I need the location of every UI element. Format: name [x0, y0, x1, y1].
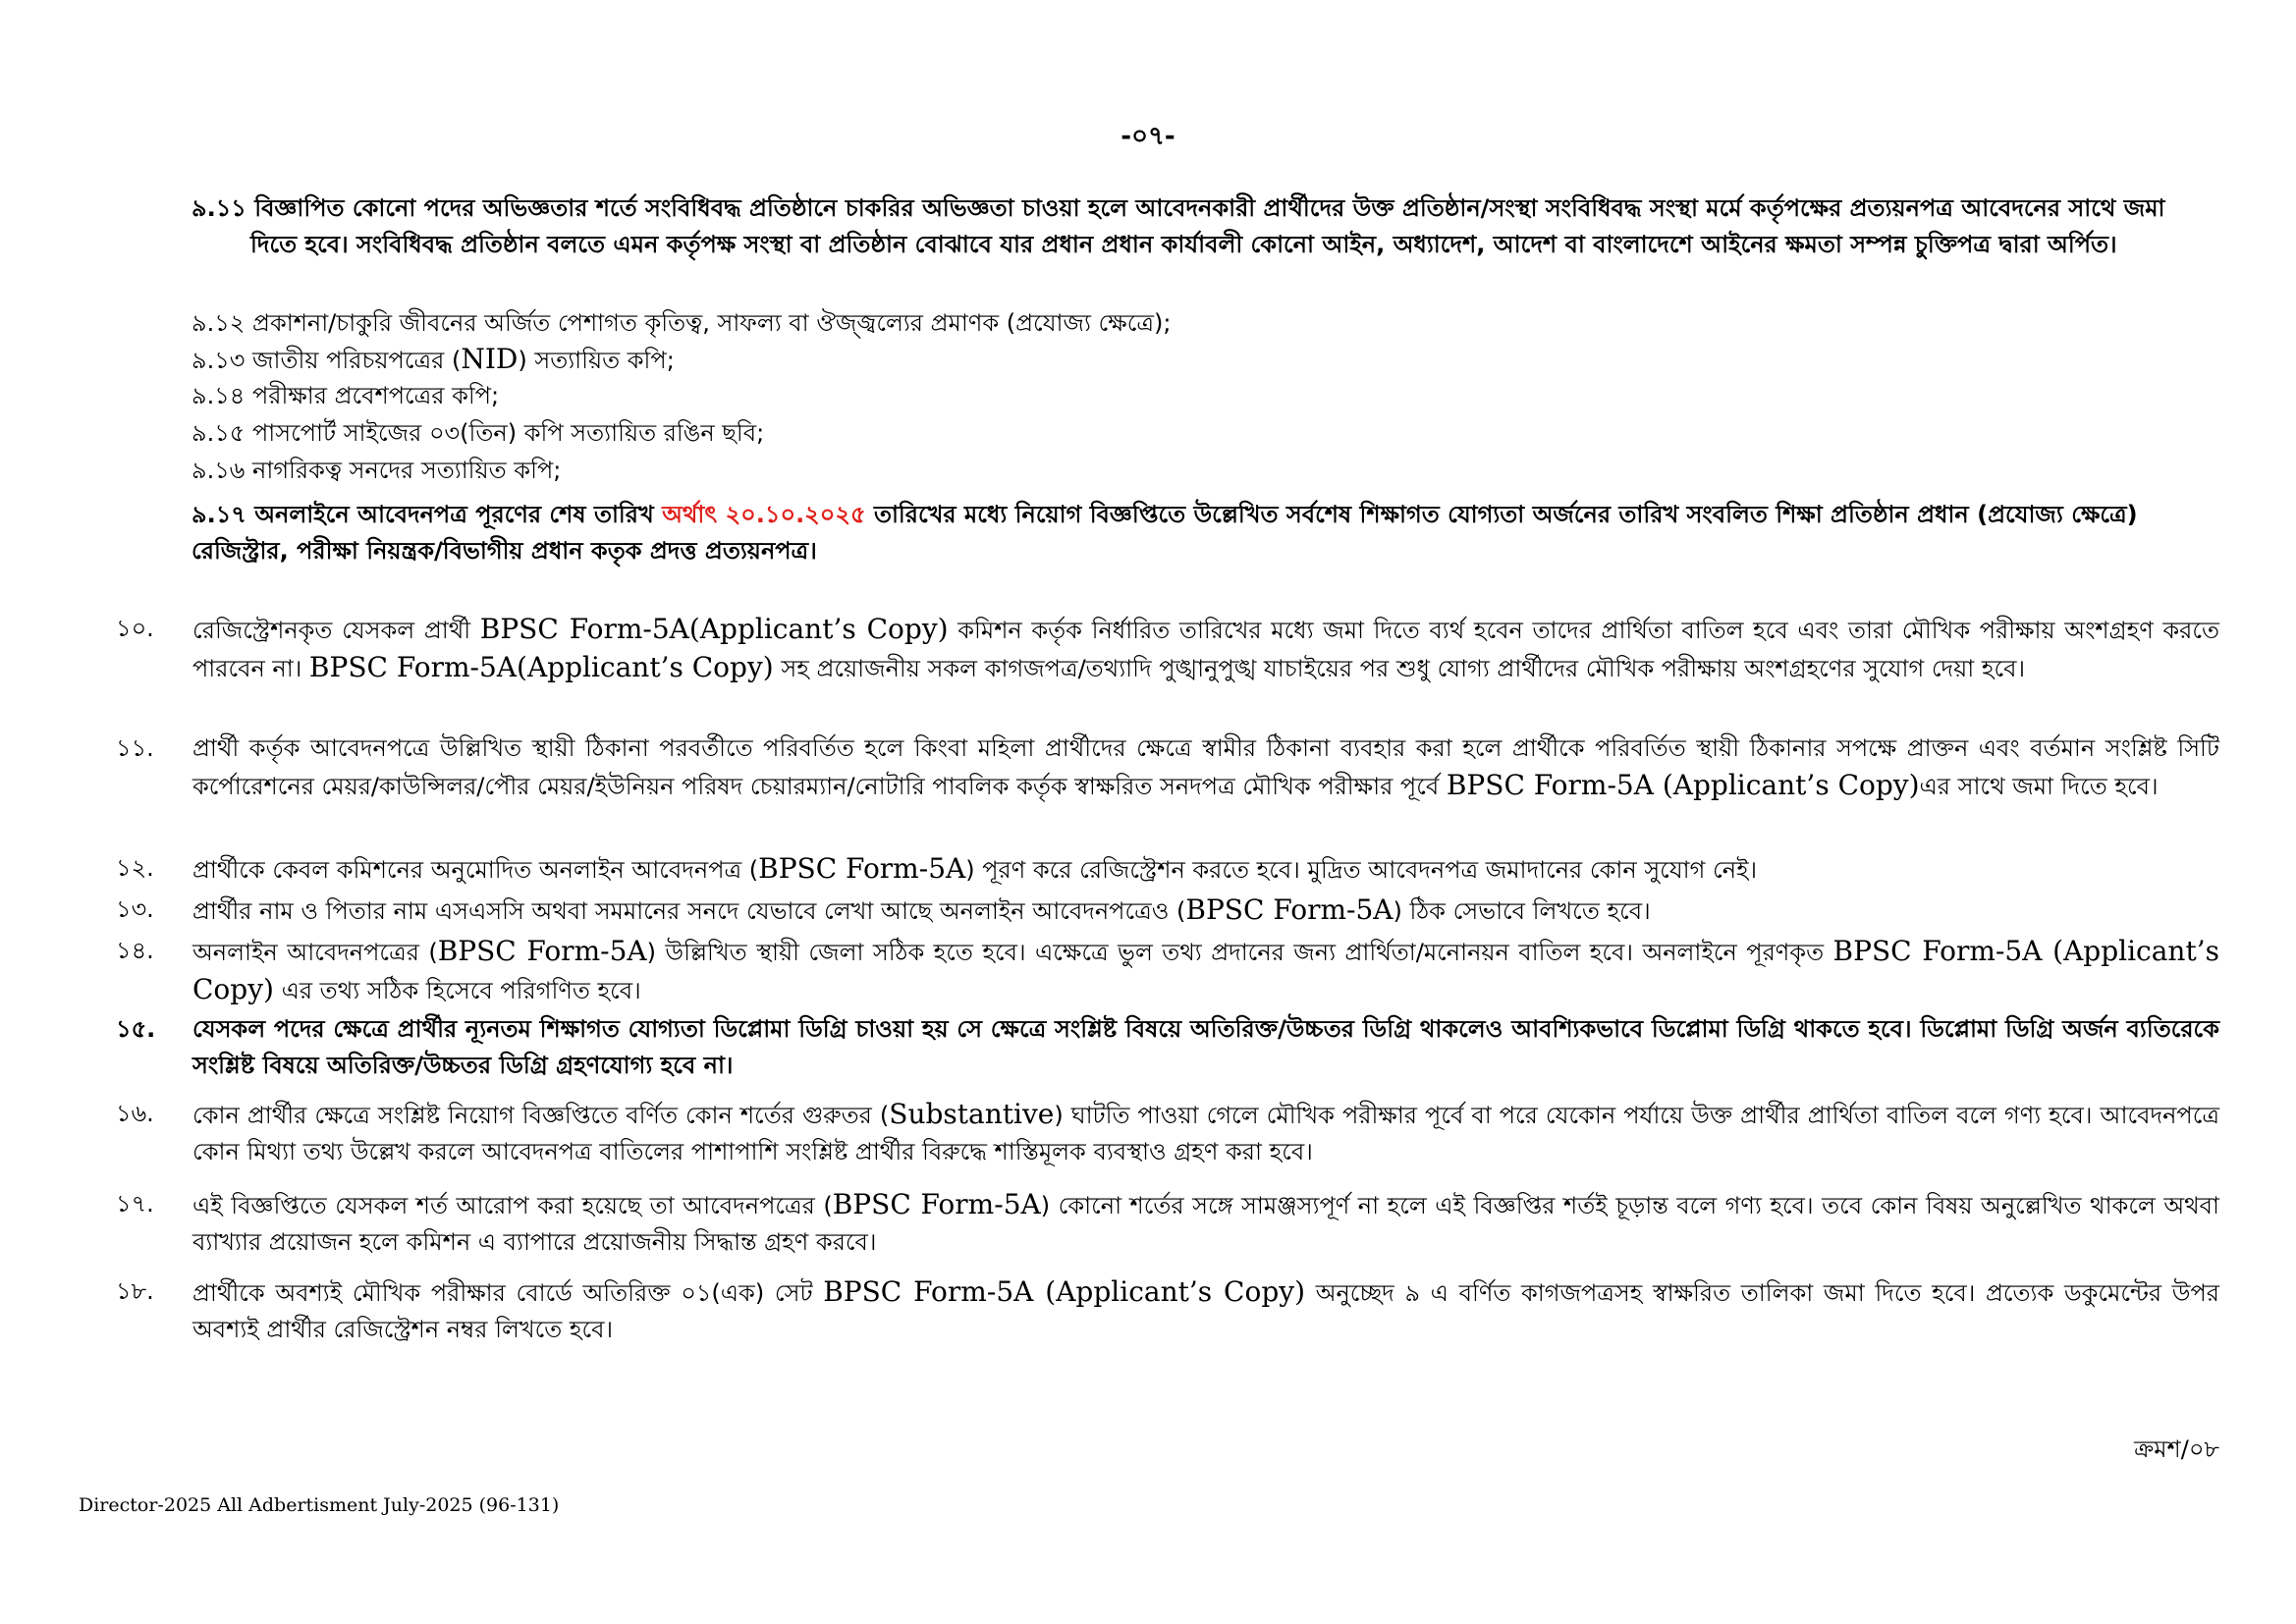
- subitem-9-14: [191, 378, 2175, 414]
- subitem-text: পরীক্ষার প্রবেশপত্রের কপি;: [252, 382, 500, 409]
- form-name: BPSC Form-5A(Applicant’s Copy): [479, 613, 949, 645]
- subitem-number: ৯.১৭: [191, 501, 246, 528]
- item-text: ) ঘাটতি পাওয়া গেলে মৌখিক পরীক্ষার পূর্বে বা পরে যেকোন পর্যায়ে উক্ত প্রার্থীর প্রার্থিতা বাতিল বলে গণ্য হবে। আবেদনপত্রে কোন মিথ্যা তথ্য উল্লেখ করলে আবেদনপত্র বাতিলের পাশাপাশি সংশ্লিষ্ট প্রার্থীর বিরুদ্ধে শাস্তিমূলক ব্যবস্থাও গ্রহণ করা হবে।: [192, 1102, 2219, 1165]
- item-number: ১৩.: [116, 895, 154, 923]
- subitem-text: বিজ্ঞাপিত কোনো পদের অভিজ্ঞতার শর্তে সংবিধিবদ্ধ প্রতিষ্ঠানে চাকরির অভিজ্ঞতা চাওয়া হলে আবেদনকারী প্রার্থীদের উক্ত প্রতিষ্ঠান/সংস্থা সংবিধিবদ্ধ সংস্থা মর্মে কর্তৃপক্ষের প্রত্যয়নপত্র আবেদনের সাথে জমা দিতে হবে। সংবিধিবদ্ধ প্রতিষ্ঠান বলতে এমন কর্তৃপক্ষ সংস্থা বা প্রতিষ্ঠান বোঝাবে যার প্রধান প্রধান কার্যাবলী কোনো আইন, অধ্যাদেশ, আদেশ বা বাংলাদেশে আইনের ক্ষমতা সম্পন্ন চুক্তিপত্র দ্বারা অর্পিত।: [250, 194, 2165, 258]
- item-text: অনুচ্ছেদ ৯ এ বর্ণিত কাগজপত্রসহ স্বাক্ষরিত তালিকা জমা দিতে হবে। প্রত্যেক ডকুমেন্টের উপর অবশ্যই প্রার্থীর রেজিস্ট্রেশন নম্বর লিখতে হবে।: [192, 1279, 2219, 1343]
- form-name: BPSC Form-5A: [832, 1188, 1041, 1220]
- subitem-9-12: [191, 305, 2175, 342]
- subitem-number: ৯.১২: [191, 309, 246, 337]
- item-text: সহ প্রয়োজনীয় সকল কাগজপত্র/তথ্যাদি পুঙ্খানুপুঙ্খ যাচাইয়ের পর শুধু যোগ্য প্রার্থীদের মৌখিক পরীক্ষায় অংশগ্রহণের সুযোগ দেয়া হবে।: [781, 655, 2026, 682]
- item-text: যেসকল পদের ক্ষেত্রে প্রার্থীর ন্যূনতম শিক্ষাগত যোগ্যতা ডিপ্লোমা ডিগ্রি চাওয়া হয় সে ক্ষেত্রে সংশ্লিষ্ট বিষয়ে অতিরিক্ত/উচ্চতর ডিগ্রি থাকলেও আবশ্যিকভাবে ডিপ্লোমা ডিগ্রি থাকতে হবে। ডিপ্লোমা ডিগ্রি অর্জন ব্যতিরেকে সংশ্লিষ্ট বিষয়ে অতিরিক্ত/উচ্চতর ডিগ্রি গ্রহণযোগ্য হবে না।: [192, 1015, 2219, 1079]
- substantive-term: Substantive: [889, 1098, 1055, 1130]
- subitem-9-16: [191, 453, 2175, 489]
- subitem-9-11: [191, 190, 2175, 263]
- subitem-9-17: [191, 497, 2175, 569]
- form-name: BPSC Form-5A: [1185, 893, 1394, 926]
- item-text: ) ঠিক সেভাবে লিখতে হবে।: [1393, 897, 1651, 925]
- item-text: প্রার্থী কর্তৃক আবেদনপত্রে উল্লিখিত স্থায়ী ঠিকানা পরবর্তীতে পরিবর্তিত হলে কিংবা মহিলা প্রার্থীদের ক্ষেত্রে স্বামীর ঠিকানা ব্যবহার করা হলে প্রার্থীকে পরিবর্তিত স্থায়ী ঠিকানার সপক্ষে প্রাক্তন এবং বর্তমান সংশ্লিষ্ট সিটি কর্পোরেশনের মেয়র/কাউন্সিলর/পৌর মেয়র/ইউনিয়ন পরিষদ চেয়ারম্যান/নোটারি পাবলিক কর্তৃক স্বাক্ষরিত সনদপত্র মৌখিক পরীক্ষার পূর্বে: [192, 734, 2219, 800]
- item-text: প্রার্থীকে অবশ্যই মৌখিক পরীক্ষার বোর্ডে অতিরিক্ত ০১(এক) সেট: [192, 1279, 813, 1307]
- subitem-number: ৯.১৪: [191, 382, 246, 409]
- subitem-number: ৯.১৩: [191, 347, 246, 374]
- item-10: [116, 611, 2219, 687]
- subitem-text-post: তারিখের মধ্যে নিয়োগ বিজ্ঞপ্তিতে উল্লেখিত সর্বশেষ শিক্ষাগত যোগ্যতা অর্জনের তারিখ সংবলিত শিক্ষা প্রতিষ্ঠান প্রধান (প্রযোজ্য ক্ষেত্রে) রেজিস্ট্রার, পরীক্ষা নিয়ন্ত্রক/বিভাগীয় প্রধান কতৃক প্রদত্ত প্রত্যয়নপত্র।: [191, 501, 2138, 565]
- form-name: BPSC Form-5A(Applicant’s Copy): [308, 651, 774, 683]
- item-text: রেজিস্ট্রেশনকৃত যেসকল প্রার্থী: [192, 617, 471, 644]
- item-18: [116, 1273, 2219, 1348]
- item-text: এর তথ্য সঠিক হিসেবে পরিগণিত হবে।: [281, 977, 641, 1004]
- form-name: BPSC Form-5A (Applicant’s Copy): [192, 935, 2219, 1005]
- deadline-highlight: অর্থাৎ ২০.১০.২০২৫: [662, 501, 866, 528]
- subitem-text-pre: জাতীয় পরিচয়পত্রের (: [252, 347, 462, 374]
- subitem-text: পাসপোর্ট সাইজের ০৩(তিন) কপি সত্যায়িত রঙিন ছবি;: [252, 419, 765, 447]
- form-name: BPSC Form-5A: [758, 852, 966, 885]
- item-number: ১৮.: [116, 1277, 154, 1305]
- form-name: BPSC Form-5A: [437, 935, 647, 967]
- item-14: [116, 933, 2219, 1009]
- form-name: BPSC Form-5A (Applicant’s Copy): [823, 1275, 1306, 1308]
- subitem-text: প্রকাশনা/চাকুরি জীবনের অর্জিত পেশাগত কৃতিত্ব, সাফল্য বা ঔজ্জ্বল্যের প্রমাণক (প্রযোজ্য ক্ষেত্রে);: [252, 309, 1172, 337]
- subitem-number: ৯.১১: [191, 194, 246, 222]
- item-11: [116, 731, 2219, 805]
- item-text: এর সাথে জমা দিতে হবে।: [1919, 773, 2159, 800]
- footer-reference: Director-2025 All Adbertisment July-2025 (96-131): [79, 1494, 560, 1516]
- item-text: প্রার্থীকে কেবল কমিশনের অনুমোদিত অনলাইন আবেদনপত্র (: [192, 856, 759, 884]
- item-16: [116, 1096, 2219, 1170]
- subitem-text-latin: NID: [461, 343, 519, 375]
- subitem-9-13: [191, 341, 2175, 379]
- subitem-text-post: ) সত্যায়িত কপি;: [518, 347, 675, 374]
- item-text: এই বিজ্ঞপ্তিতে যেসকল শর্ত আরোপ করা হয়েছে তা আবেদনপত্রের (: [192, 1192, 833, 1219]
- item-12: [116, 850, 2219, 889]
- subitem-number: ৯.১৫: [191, 419, 246, 447]
- item-17: [116, 1186, 2219, 1261]
- page-number: -০৭-: [1121, 122, 1175, 151]
- item-number: ১৫.: [116, 1015, 156, 1043]
- subitem-9-15: [191, 415, 2175, 452]
- item-text: অনলাইন আবেদনপত্রের (: [192, 939, 438, 966]
- item-text: ) কোনো শর্তের সঙ্গে সামঞ্জস্যপূর্ণ না হলে এই বিজ্ঞপ্তির শর্তই চূড়ান্ত বলে গণ্য হবে। তবে কোন বিষয় অনুল্লেখিত থাকলে অথবা ব্যাখ্যার প্রয়োজন হলে কমিশন এ ব্যাপারে প্রয়োজনীয় সিদ্ধান্ত গ্রহণ করবে।: [192, 1192, 2219, 1256]
- item-number: ১২.: [116, 854, 154, 882]
- subitem-number: ৯.১৬: [191, 457, 246, 484]
- item-number: ১৭.: [116, 1190, 154, 1218]
- item-15: [116, 1011, 2219, 1084]
- continued-marker: ক্রমশ/০৮: [2134, 1435, 2219, 1463]
- item-text: ) পূরণ করে রেজিস্ট্রেশন করতে হবে। মুদ্রিত আবেদনপত্র জমাদানের কোন সুযোগ নেই।: [965, 856, 1758, 884]
- item-text: প্রার্থীর নাম ও পিতার নাম এসএসসি অথবা সমমানের সনদে যেভাবে লেখা আছে অনলাইন আবেদনপত্রেও (: [192, 897, 1186, 925]
- subitem-text: নাগরিকত্ব সনদের সত্যায়িত কপি;: [252, 457, 562, 484]
- form-name: BPSC Form-5A (Applicant’s Copy): [1446, 769, 1920, 801]
- item-number: ১৪.: [116, 937, 154, 964]
- subitem-text-pre: অনলাইনে আবেদনপত্র পূরণের শেষ তারিখ: [254, 501, 654, 528]
- item-text: কোন প্রার্থীর ক্ষেত্রে সংশ্লিষ্ট নিয়োগ বিজ্ঞপ্তিতে বর্ণিত কোন শর্তের গুরুতর (: [192, 1102, 890, 1129]
- item-13: [116, 892, 2219, 930]
- item-number: ১০.: [116, 615, 154, 642]
- item-number: ১১.: [116, 734, 154, 762]
- item-number: ১৬.: [116, 1100, 154, 1127]
- item-text: কমিশন কর্তৃক নির্ধারিত তারিখের মধ্যে জমা দিতে ব্যর্থ হবেন তাদের প্রার্থিতা বাতিল হবে এবং তারা মৌখিক পরীক্ষায় অংশগ্রহণ করতে পারবেন না।: [192, 617, 2219, 682]
- item-text: ) উল্লিখিত স্থায়ী জেলা সঠিক হতে হবে। এক্ষেত্রে ভুল তথ্য প্রদানের জন্য প্রার্থিতা/মনোনয়ন বাতিল হবে। অনলাইনে পূরণকৃত: [646, 939, 1825, 966]
